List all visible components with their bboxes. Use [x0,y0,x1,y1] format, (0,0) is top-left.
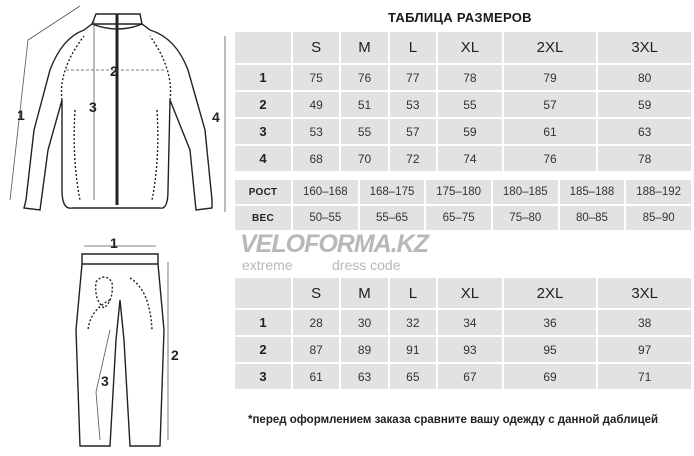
row-label: РОСТ [235,180,291,204]
table-cell: 180–185 [493,180,558,204]
table-cell: 69 [504,364,597,389]
table-cell: 55 [341,119,387,144]
table-cell: 76 [504,146,597,171]
jersey-dim-label: 2 [110,63,118,79]
table-cell: 61 [504,119,597,144]
row-label: 1 [235,65,291,90]
page-title: ТАБЛИЦА РАЗМЕРОВ [388,10,532,25]
table-cell: 55 [438,92,502,117]
table-cell: 30 [341,310,387,335]
pants-dim-label: 1 [110,235,118,251]
table-row [235,180,691,204]
table-row [235,65,691,90]
size-header: 3XL [598,278,691,308]
size-header-row [235,278,691,308]
size-header: 2XL [504,32,597,63]
table-cell: 79 [504,65,597,90]
jersey-drawing [24,14,212,210]
size-header: XL [438,278,502,308]
table-cell: 53 [293,119,339,144]
table-cell: 91 [390,337,436,362]
size-header: L [390,32,436,63]
table-cell: 38 [598,310,691,335]
table-cell: 97 [598,337,691,362]
table-cell: 70 [341,146,387,171]
table-cell: 80 [598,65,691,90]
table-cell: 76 [341,65,387,90]
row-label: 3 [235,119,291,144]
jersey-dim-label: 3 [89,99,97,115]
table-cell: 185–188 [560,180,625,204]
table-cell: 89 [341,337,387,362]
table-cell: 87 [293,337,339,362]
table-cell: 59 [438,119,502,144]
row-label: 3 [235,364,291,389]
row-label: 4 [235,146,291,171]
table-cell: 57 [504,92,597,117]
pants-size-table [233,276,693,391]
watermark-tagline-left: extreme [242,257,293,273]
size-header: XL [438,32,502,63]
table-cell: 75–80 [493,206,558,230]
table-cell: 32 [390,310,436,335]
table-cell: 77 [390,65,436,90]
pants-drawing [76,254,164,446]
table-cell: 168–175 [360,180,425,204]
pants-dim-label: 2 [171,347,179,363]
row-label: 1 [235,310,291,335]
table-cell: 175–180 [426,180,491,204]
comparison-note: *перед оформлением заказа сравните вашу одежду с данной даблицей [248,414,659,426]
table-row [235,310,691,335]
jersey-dim-label: 4 [212,109,220,125]
table-cell: 59 [598,92,691,117]
table-cell: 50–55 [293,206,358,230]
size-header: S [293,278,339,308]
jersey-size-table [233,30,693,173]
header-corner [235,32,291,63]
watermark-brand: VELOFORMA.KZ [240,230,428,258]
size-header: L [390,278,436,308]
row-label: 2 [235,337,291,362]
jersey-dim-label: 1 [17,107,25,123]
size-header: M [341,32,387,63]
row-label: ВЕС [235,206,291,230]
table-cell: 34 [438,310,502,335]
size-header: 2XL [504,278,597,308]
fit-table [233,178,693,232]
watermark-tagline-right: dress code [332,257,401,273]
table-cell: 53 [390,92,436,117]
table-cell: 65 [390,364,436,389]
table-row [235,146,691,171]
table-cell: 55–65 [360,206,425,230]
row-label: 2 [235,92,291,117]
table-cell: 74 [438,146,502,171]
table-cell: 80–85 [560,206,625,230]
table-cell: 57 [390,119,436,144]
pants-dim-label: 3 [101,373,109,389]
size-header: 3XL [598,32,691,63]
table-cell: 49 [293,92,339,117]
table-cell: 85–90 [626,206,691,230]
table-row [235,119,691,144]
table-cell: 95 [504,337,597,362]
table-cell: 188–192 [626,180,691,204]
table-cell: 68 [293,146,339,171]
table-cell: 65–75 [426,206,491,230]
table-cell: 72 [390,146,436,171]
table-cell: 78 [438,65,502,90]
size-header-row [235,32,691,63]
size-header: S [293,32,339,63]
table-cell: 28 [293,310,339,335]
table-cell: 63 [598,119,691,144]
garment-illustration [0,0,240,456]
table-cell: 36 [504,310,597,335]
header-corner [235,278,291,308]
table-cell: 93 [438,337,502,362]
size-header: M [341,278,387,308]
table-cell: 78 [598,146,691,171]
table-row [235,364,691,389]
veloforma-watermark [238,226,468,276]
table-cell: 160–168 [293,180,358,204]
table-cell: 71 [598,364,691,389]
table-cell: 63 [341,364,387,389]
table-cell: 67 [438,364,502,389]
table-cell: 51 [341,92,387,117]
table-cell: 61 [293,364,339,389]
table-cell: 75 [293,65,339,90]
table-row [235,337,691,362]
table-row [235,92,691,117]
